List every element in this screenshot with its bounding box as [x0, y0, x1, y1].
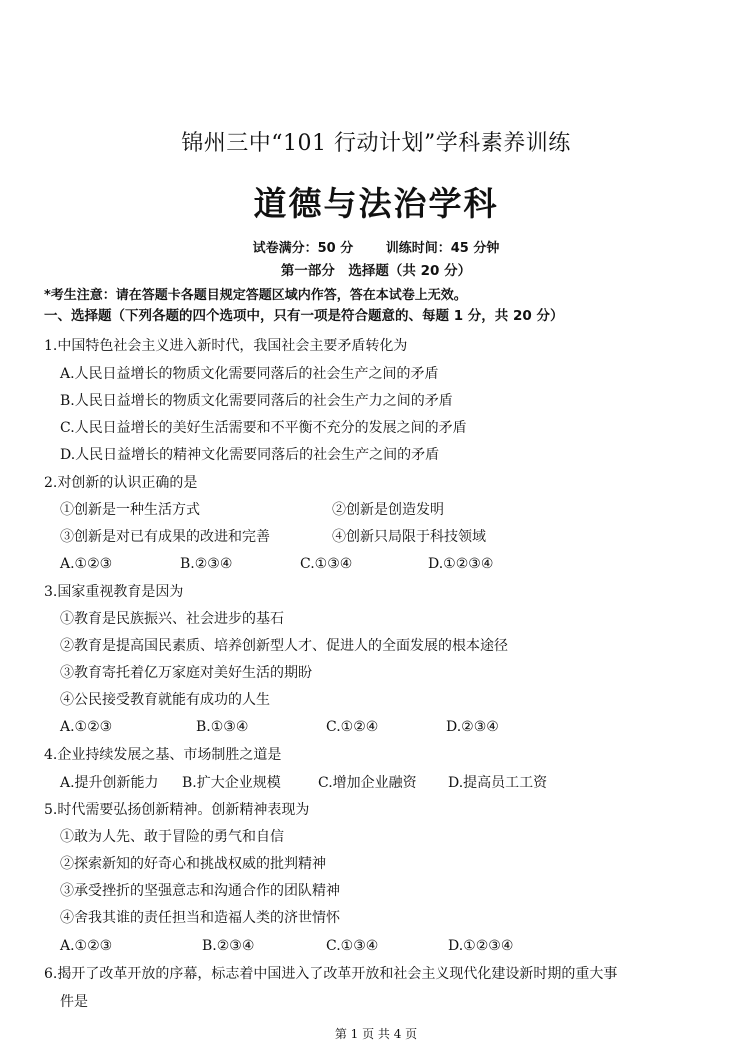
question-3-option-c: C.①②④ — [326, 719, 379, 735]
question-1-option-a: A.人民日益增长的物质文化需要同落后的社会生产之间的矛盾 — [60, 366, 439, 382]
school-title: 锦州三中“101 行动计划”学科素养训练 — [181, 131, 571, 156]
question-5-option-b: B.②③④ — [202, 938, 255, 954]
question-2-option-b: B.②③④ — [180, 556, 233, 572]
question-1-option-c: C.人民日益增长的美好生活需要和不平衡不充分的发展之间的矛盾 — [60, 420, 467, 436]
question-3-statement-1: ①教育是民族振兴、社会进步的基石 — [60, 611, 284, 627]
question-5-option-d: D.①②③④ — [448, 938, 514, 954]
question-2-statement-1: ①创新是一种生活方式 — [60, 502, 200, 518]
question-5-stem: 5.时代需要弘扬创新精神。创新精神表现为 — [44, 802, 310, 818]
section-title: 一、选择题（下列各题的四个选项中，只有一项是符合题意的、每题 1 分，共 20 分） — [44, 308, 564, 324]
page-number: 第 1 页 共 4 页 — [334, 1027, 418, 1041]
exam-info — [0, 242, 752, 255]
question-5-option-a: A.①②③ — [60, 938, 113, 954]
question-5-statement-4: ④舍我其谁的责任担当和造福人类的济世情怀 — [60, 910, 340, 926]
question-2-stem: 2.对创新的认识正确的是 — [44, 475, 198, 491]
subject-title: 道德与法治学科 — [253, 184, 499, 223]
question-5-statement-2: ②探索新知的好奇心和挑战权威的批判精神 — [60, 856, 326, 872]
question-5-statement-3: ③承受挫折的坚强意志和沟通合作的团队精神 — [60, 883, 340, 899]
question-2-statement-4: ④创新只局限于科技领域 — [332, 529, 486, 545]
question-1-stem: 1.中国特色社会主义进入新时代，我国社会主要矛盾转化为 — [44, 338, 408, 354]
question-6-stem-line-1: 6.揭开了改革开放的序幕，标志着中国进入了改革开放和社会主义现代化建设新时期的重大事 — [44, 966, 618, 982]
question-4-option-a: A.提升创新能力 — [60, 775, 159, 791]
question-2-statement-3: ③创新是对已有成果的改进和完善 — [60, 529, 270, 545]
question-2-statement-2: ②创新是创造发明 — [332, 502, 444, 518]
question-2-option-d: D.①②③④ — [428, 556, 494, 572]
question-2-option-c: C.①③④ — [300, 556, 353, 572]
question-3-option-d: D.②③④ — [446, 719, 499, 735]
question-4-option-c: C.增加企业融资 — [318, 775, 417, 791]
candidate-notice: *考生注意：请在答题卡各题目规定答题区域内作答，答在本试卷上无效。 — [44, 288, 467, 303]
question-4-stem: 4.企业持续发展之基、市场制胜之道是 — [44, 747, 282, 763]
question-4-option-b: B.扩大企业规模 — [182, 775, 281, 791]
question-3-stem: 3.国家重视教育是因为 — [44, 584, 184, 600]
question-3-statement-3: ③教育寄托着亿万家庭对美好生活的期盼 — [60, 665, 312, 681]
question-5-statement-1: ①敢为人先、敢于冒险的勇气和自信 — [60, 829, 284, 845]
full-score: 试卷满分：50 分 — [252, 241, 354, 256]
question-3-statement-4: ④公民接受教育就能有成功的人生 — [60, 692, 270, 708]
question-1-option-b: B.人民日益增长的物质文化需要同落后的社会生产力之间的矛盾 — [60, 393, 453, 409]
question-5-option-c: C.①③④ — [326, 938, 379, 954]
question-1-option-d: D.人民日益增长的精神文化需要同落后的社会生产之间的矛盾 — [60, 447, 440, 463]
question-4-option-d: D.提高员工工资 — [448, 775, 548, 791]
question-3-option-a: A.①②③ — [60, 719, 113, 735]
question-3-statement-2: ②教育是提高国民素质、培养创新型人才、促进人的全面发展的根本途径 — [60, 638, 508, 654]
question-6-stem-line-2: 件是 — [60, 994, 88, 1010]
question-3-option-b: B.①③④ — [196, 719, 249, 735]
question-2-option-a: A.①②③ — [60, 556, 113, 572]
duration: 训练时间：45 分钟 — [385, 241, 500, 256]
part-title: 第一部分 选择题（共 20 分） — [280, 263, 472, 279]
